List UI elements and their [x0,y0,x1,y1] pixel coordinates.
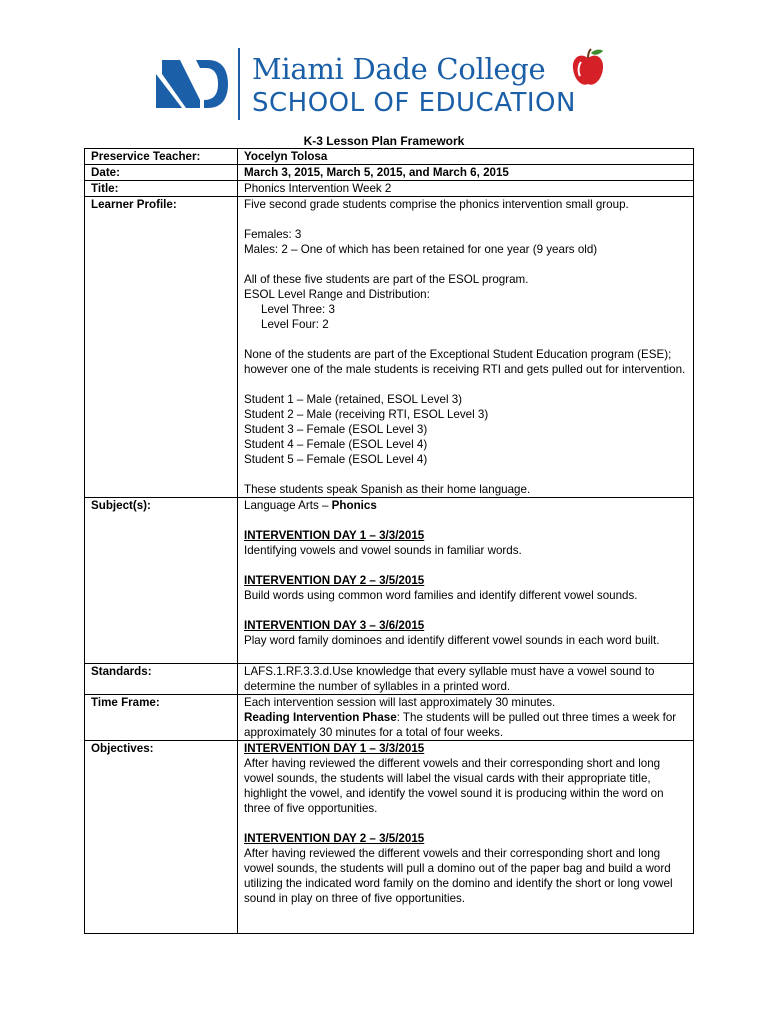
subject-day2-text: Build words using common word families and identify different vowel sounds. [244,589,638,602]
md-logo-icon [156,60,228,108]
school-name: SCHOOL OF EDUCATION [252,88,576,118]
date-value: March 3, 2015, March 5, 2015, and March 6, 2015 [238,165,694,181]
time-frame-row [85,695,694,741]
subjects-content [238,498,694,664]
males-count: Males: 2 – One of which has been retained for one year (9 years old) [244,243,598,256]
subject-day2-heading: INTERVENTION DAY 2 – 3/5/2015 [244,574,425,587]
subject-line [244,498,687,513]
apple-icon [570,48,606,88]
females-count: Females: 3 [244,228,302,241]
objective-day1-heading: INTERVENTION DAY 1 – 3/3/2015 [244,742,425,755]
subject-day1-text: Identifying vowels and vowel sounds in familiar words. [244,544,522,557]
teacher-label: Preservice Teacher: [85,149,238,165]
subject-prefix: Language Arts – [244,499,332,512]
esol-statement: All of these five students are part of the ESOL program. [244,273,529,286]
learner-profile-row [85,197,694,498]
student-item: Student 2 – Male (receiving RTI, ESOL Level 3) [244,408,489,421]
student-item: Student 1 – Male (retained, ESOL Level 3) [244,393,463,406]
learner-profile-label: Learner Profile: [85,197,238,498]
objectives-content [238,741,694,934]
logo-divider [238,48,240,120]
home-language: These students speak Spanish as their home language. [244,483,531,496]
phase-text: : The students will be pulled out three times a week for approximately 30 minutes for a total of four weeks. [244,711,677,739]
objectives-row [85,741,694,934]
college-name: Miami Dade College [252,52,546,86]
esol-level-four: Level Four: 2 [261,318,329,331]
subjects-label: Subject(s): [85,498,238,664]
learner-profile-content [238,197,694,498]
subject-day3-heading: INTERVENTION DAY 3 – 3/6/2015 [244,619,425,632]
learner-intro: Five second grade students comprise the phonics intervention small group. [244,198,629,211]
subject-day3-text: Play word family dominoes and identify different vowel sounds in each word built. [244,634,660,647]
student-item: Student 4 – Female (ESOL Level 4) [244,438,428,451]
time-frame-content [238,695,694,741]
date-row [85,165,694,181]
esol-range-heading: ESOL Level Range and Distribution: [244,288,430,301]
teacher-value: Yocelyn Tolosa [238,149,694,165]
title-value: Phonics Intervention Week 2 [238,181,694,197]
college-header [156,48,626,120]
session-length: Each intervention session will last approximately 30 minutes. [244,696,556,709]
lesson-plan-table [84,148,694,934]
objective-day2-heading: INTERVENTION DAY 2 – 3/5/2015 [244,832,425,845]
standards-label: Standards: [85,664,238,695]
phase-label: Reading Intervention Phase [244,711,397,724]
subject-day1-heading: INTERVENTION DAY 1 – 3/3/2015 [244,529,425,542]
subject-focus: Phonics [331,499,377,512]
standards-value: LAFS.1.RF.3.3.d.Use knowledge that every syllable must have a vowel sound to determine the number of syllables in a printed word. [238,664,694,695]
intervention-phase [244,710,687,740]
student-item: Student 5 – Female (ESOL Level 4) [244,453,428,466]
date-label: Date: [85,165,238,181]
standards-row [85,664,694,695]
teacher-row [85,149,694,165]
document-title: K-3 Lesson Plan Framework [303,134,465,148]
objective-day1-text: After having reviewed the different vowels and their corresponding short and long vowel sounds, the students will label the visual cards with their appropriate title, highlight the vowel, and identify the vowel sound it is producing within the word on three of five opportunities. [244,757,664,815]
objectives-label: Objectives: [85,741,238,934]
title-label: Title: [85,181,238,197]
objective-day2-text: After having reviewed the different vowels and their corresponding short and long vowel sounds, the students will pull a domino out of the paper bag and build a word utilizing the indicated word family on the domino and identify the short or long vowel sound in play on three of five opportunities. [244,847,673,905]
student-item: Student 3 – Female (ESOL Level 3) [244,423,428,436]
ese-statement: None of the students are part of the Exceptional Student Education program (ESE); however one of the male students is receiving RTI and gets pulled out for intervention. [244,348,686,376]
esol-level-three: Level Three: 3 [261,303,335,316]
subjects-row [85,498,694,664]
title-row [85,181,694,197]
time-frame-label: Time Frame: [85,695,238,741]
